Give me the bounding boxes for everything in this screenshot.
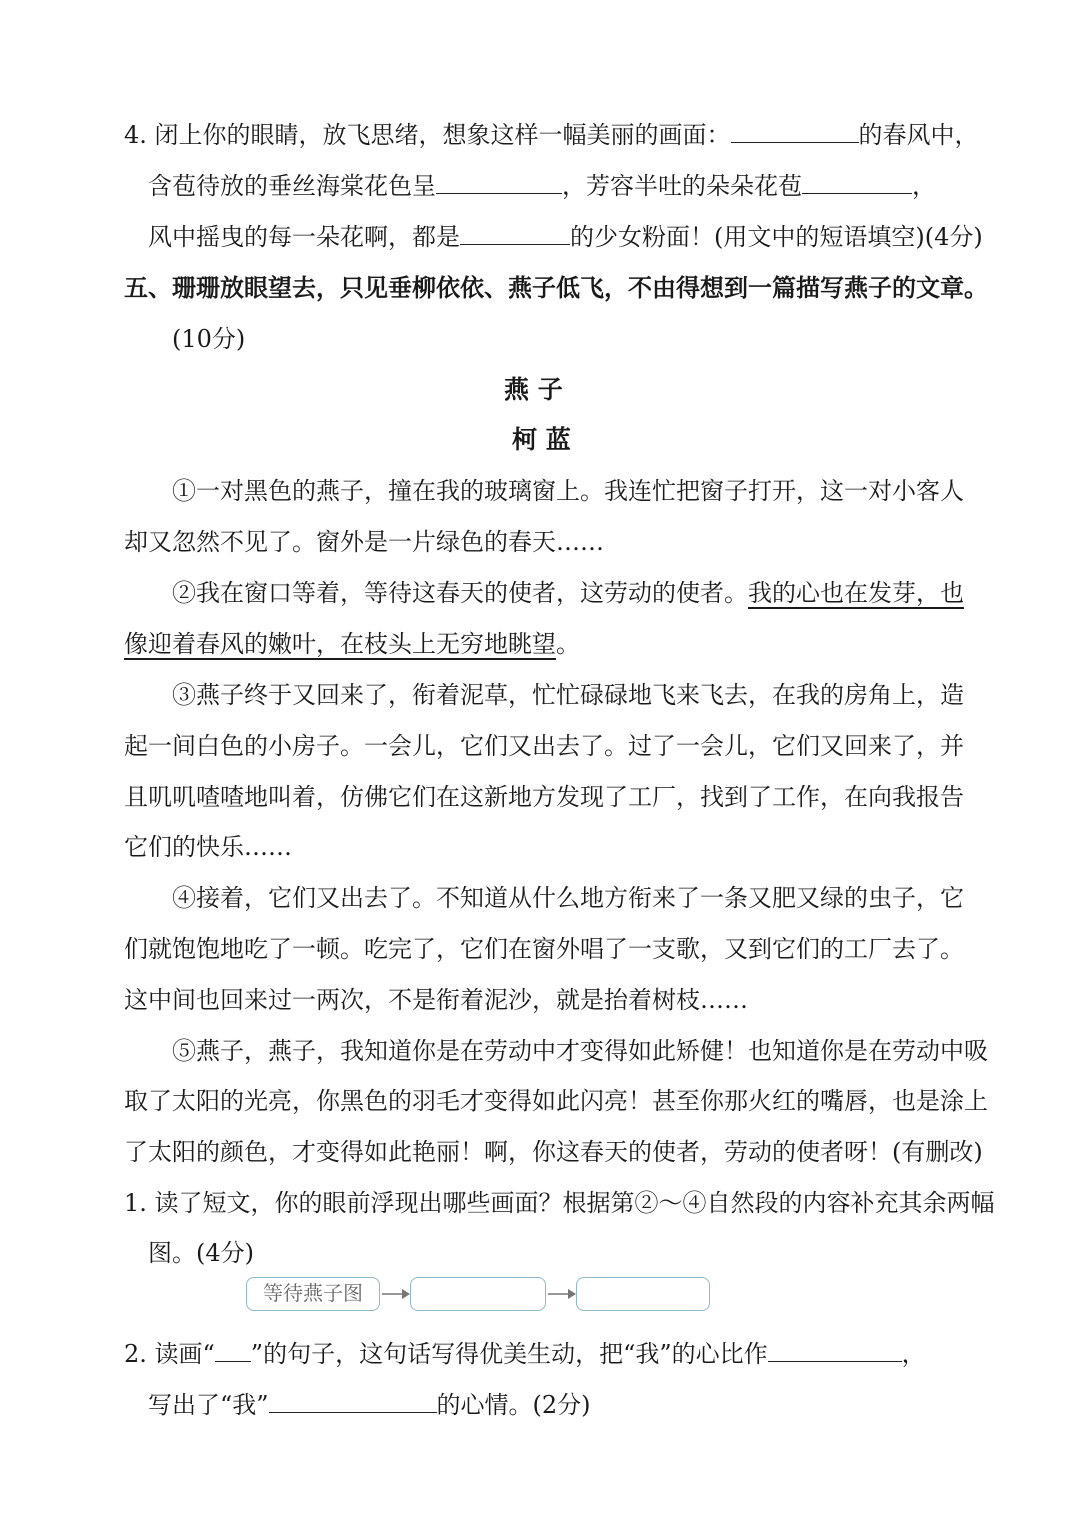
q4-line-2 — [148, 171, 936, 201]
q2-text: ， — [901, 1340, 926, 1368]
article-title: 燕 子 — [504, 375, 563, 404]
q2-line-1 — [124, 1339, 926, 1369]
q4-line-1 — [124, 120, 979, 150]
q4-blank-1[interactable] — [731, 120, 859, 143]
paragraph-5-line: 了太阳的颜色，才变得如此艳丽！啊，你这春天的使者，劳动的使者呀！(有删改) — [124, 1138, 983, 1166]
paragraph-1-line: 却又忽然不见了。窗外是一片绿色的春天…… — [124, 528, 604, 556]
paragraph-1-line: ①一对黑色的燕子，撞在我的玻璃窗上。我连忙把窗子打开，这一对小客人 — [172, 477, 964, 505]
q4-text: 风中摇曳的每一朵花啊，都是 — [148, 223, 460, 251]
underlined-sentence: 我的心也在发芽，也 — [748, 579, 964, 607]
article-author: 柯 蓝 — [512, 425, 571, 454]
arrow-right-icon — [382, 1285, 410, 1303]
underlined-sentence: 像迎着春风的嫩叶，在枝头上无穷地眺望 — [124, 630, 556, 658]
paragraph-2-text: ②我在窗口等着，等待这春天的使者，这劳动的使者。 — [172, 579, 748, 607]
q1-line-1: 1. 读了短文，你的眼前浮现出哪些画面？根据第②～④自然段的内容补充其余两幅 — [124, 1189, 995, 1217]
paragraph-3-line: 且叽叽喳喳地叫着，仿佛它们在这新地方发现了工厂，找到了工作，在向我报告 — [124, 783, 964, 811]
flow-box-waiting-swallow: 等待燕子图 — [246, 1277, 380, 1311]
q4-blank-2[interactable] — [436, 171, 562, 194]
flow-box-answer-2[interactable] — [576, 1277, 710, 1311]
q4-text: 含苞待放的垂丝海棠花色呈 — [148, 172, 436, 200]
q4-text: 的春风中， — [858, 121, 979, 149]
q2-text: ”的句子，这句话写得优美生动，把“我”的心比作 — [250, 1340, 768, 1368]
q2-text: 的心情。(2分) — [436, 1391, 591, 1419]
paragraph-2-line — [124, 629, 580, 659]
paragraph-5-line: 取了太阳的光亮，你黑色的羽毛才变得如此闪亮！甚至你那火红的嘴唇，也是涂上 — [124, 1087, 988, 1115]
q2-blank-2[interactable] — [269, 1390, 437, 1413]
q2-underline-sample — [215, 1339, 251, 1362]
paragraph-5-line: ⑤燕子，燕子，我知道你是在劳动中才变得如此矫健！也知道你是在劳动中吸 — [172, 1037, 988, 1065]
paragraph-3-line: ③燕子终于又回来了，衔着泥草，忙忙碌碌地飞来飞去，在我的房角上，造 — [172, 681, 964, 709]
paragraph-4-line: ④接着，它们又出去了。不知道从什么地方衔来了一条又肥又绿的虫子，它 — [172, 884, 964, 912]
q4-text: ， — [912, 172, 936, 200]
q1-line-2: 图。(4分) — [148, 1239, 254, 1267]
flow-box-answer-1[interactable] — [410, 1277, 546, 1311]
paragraph-4-line: 这中间也回来过一两次，不是衔着泥沙，就是抬着树枝…… — [124, 986, 748, 1014]
paragraph-2-text: 。 — [556, 630, 580, 658]
q4-text: ，芳容半吐的朵朵花苞 — [562, 172, 802, 200]
section5-score: (10分) — [172, 325, 246, 353]
q2-line-2 — [148, 1390, 591, 1420]
paragraph-4-line: 们就饱饱地吃了一顿。吃完了，它们在窗外唱了一支歌，又到它们的工厂去了。 — [124, 935, 964, 963]
q4-text: 4. 闭上你的眼睛，放飞思绪，想象这样一幅美丽的画面： — [124, 121, 731, 149]
q2-text: 2. 读画“ — [124, 1340, 215, 1368]
section5-heading: 五、珊珊放眼望去，只见垂柳依依、燕子低飞，不由得想到一篇描写燕子的文章。 — [124, 273, 988, 302]
paragraph-3-line: 它们的快乐…… — [124, 833, 292, 861]
q4-line-3 — [148, 222, 983, 252]
q4-blank-3[interactable] — [802, 171, 912, 194]
q4-text: 的少女粉面！(用文中的短语填空)(4分) — [570, 223, 983, 251]
q2-text: 写出了“我” — [148, 1391, 269, 1419]
paragraph-2-line — [172, 578, 964, 608]
paragraph-3-line: 起一间白色的小房子。一会儿，它们又出去了。过了一会儿，它们又回来了，并 — [124, 732, 964, 760]
arrow-right-icon — [548, 1285, 576, 1303]
q2-blank-1[interactable] — [768, 1339, 902, 1362]
q4-blank-4[interactable] — [460, 222, 570, 245]
